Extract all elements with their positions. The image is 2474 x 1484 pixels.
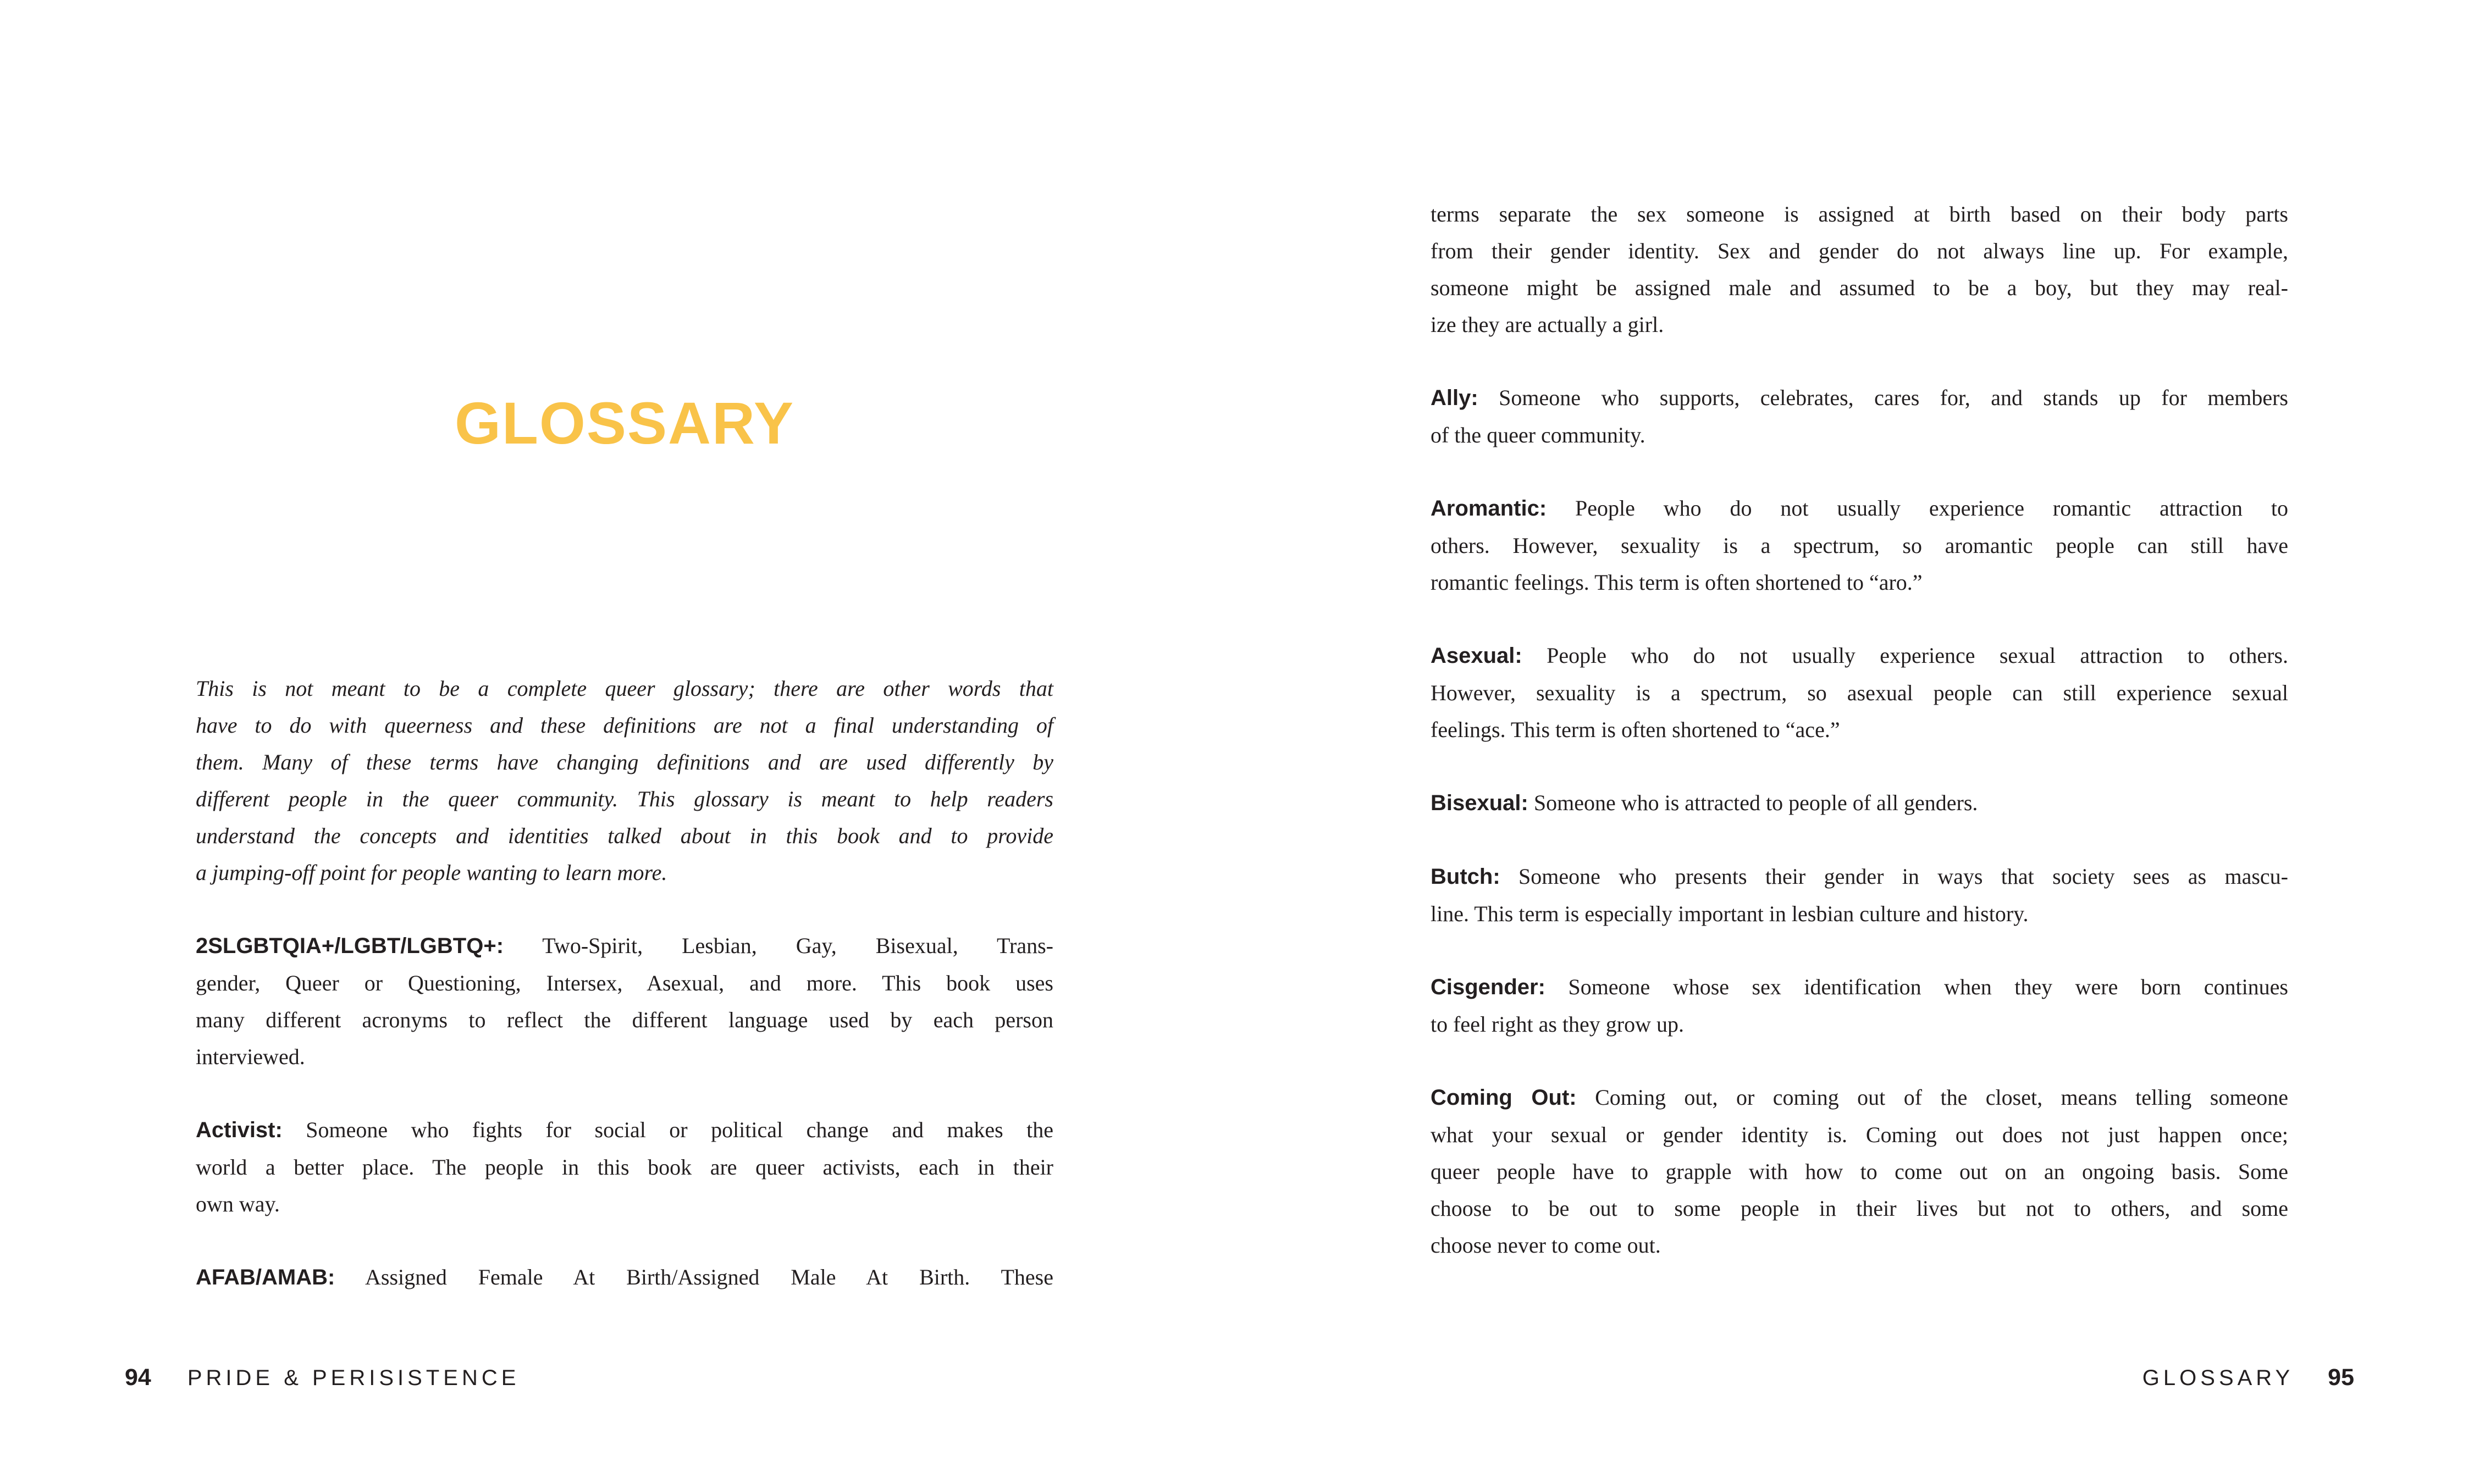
text-line: understand the concepts and identities talked about in this book and to provide bbox=[196, 823, 1053, 848]
text-line: However, sexuality is a spectrum, so asexual people can still experience sexual bbox=[1431, 680, 2288, 705]
text-line: many different acronyms to reflect the different language used by each person bbox=[196, 1007, 1053, 1032]
text-line: what your sexual or gender identity is. Coming out does not just happen once; bbox=[1431, 1122, 2288, 1147]
left-page-text-column bbox=[196, 670, 1053, 1332]
text-line: queer people have to grapple with how to come out on an ongoing basis. Some bbox=[1431, 1159, 2288, 1184]
page-number-left: 94 bbox=[125, 1364, 151, 1391]
text-line: Asexual: People who do not usually experience sexual attraction to others. bbox=[1431, 643, 2288, 668]
entry-bisexual bbox=[1431, 784, 2288, 822]
entry-coming-out bbox=[1431, 1079, 2288, 1264]
entry-term: Activist: bbox=[196, 1118, 283, 1142]
entry-term: Butch: bbox=[1431, 865, 1500, 889]
text-line: from their gender identity. Sex and gender do not always line up. For example, bbox=[1431, 239, 2288, 263]
afab-amab-continuation bbox=[1431, 196, 2288, 343]
footer-right bbox=[1431, 1364, 2354, 1391]
text-line: someone might be assigned male and assumed to be a boy, but they may real- bbox=[1431, 275, 2288, 300]
text-line: 2SLGBTQIA+/LGBT/LGBTQ+: Two-Spirit, Lesbian, Gay, Bisexual, Trans- bbox=[196, 933, 1053, 958]
entry-term: 2SLGBTQIA+/LGBT/LGBTQ+: bbox=[196, 934, 504, 958]
footer-left bbox=[125, 1364, 520, 1391]
entry-term: Aromantic: bbox=[1431, 496, 1547, 520]
entry-term: Ally: bbox=[1431, 386, 1478, 410]
entry-term: Asexual: bbox=[1431, 644, 1522, 668]
text-line: Cisgender: Someone whose sex identification when they were born continues bbox=[1431, 974, 2288, 999]
text-line: them. Many of these terms have changing definitions and are used differently by bbox=[196, 750, 1053, 774]
entry-2slgbtqia bbox=[196, 927, 1053, 1075]
text-line: choose to be out to some people in their lives but not to others, and some bbox=[1431, 1196, 2288, 1221]
text-line: line. This term is especially important in lesbian culture and history. bbox=[1431, 901, 2029, 926]
text-line: Butch: Someone who presents their gender in ways that society sees as mascu- bbox=[1431, 864, 2288, 889]
section-running-head: GLOSSARY bbox=[2142, 1366, 2294, 1390]
text-line: of the queer community. bbox=[1431, 423, 1645, 447]
text-line: AFAB/AMAB: Assigned Female At Birth/Assigned Male At Birth. These bbox=[196, 1265, 1053, 1289]
entry-butch bbox=[1431, 858, 2288, 932]
entry-term: Coming Out: bbox=[1431, 1086, 1577, 1110]
text-line: Aromantic: People who do not usually experience romantic attraction to bbox=[1431, 496, 2288, 520]
entry-activist bbox=[196, 1111, 1053, 1222]
entry-afab-amab bbox=[196, 1259, 1053, 1296]
text-line: Coming Out: Coming out, or coming out of the closet, means telling someone bbox=[1431, 1085, 2288, 1110]
entry-aromantic bbox=[1431, 490, 2288, 601]
entry-ally bbox=[1431, 379, 2288, 453]
text-line: Activist: Someone who fights for social or political change and makes the bbox=[196, 1117, 1053, 1142]
entry-cisgender bbox=[1431, 968, 2288, 1043]
text-line: interviewed. bbox=[196, 1044, 305, 1069]
text-line: a jumping-off point for people wanting to learn more. bbox=[196, 860, 667, 885]
text-line: Bisexual: Someone who is attracted to people of all genders. bbox=[1431, 790, 1978, 815]
entry-term: AFAB/AMAB: bbox=[196, 1265, 335, 1289]
right-page-text-column bbox=[1431, 196, 2288, 1300]
text-line: ize they are actually a girl. bbox=[1431, 312, 1664, 337]
text-line: feelings. This term is often shortened to “ace.” bbox=[1431, 717, 1840, 742]
page-number-right: 95 bbox=[2328, 1364, 2354, 1391]
intro-paragraph bbox=[196, 670, 1053, 891]
text-line: terms separate the sex someone is assigned at birth based on their body parts bbox=[1431, 202, 2288, 226]
page-title: GLOSSARY bbox=[454, 390, 795, 456]
entry-term: Bisexual: bbox=[1431, 791, 1528, 815]
text-line: different people in the queer community. This glossary is meant to help readers bbox=[196, 787, 1053, 811]
text-line: This is not meant to be a complete queer glossary; there are other words that bbox=[196, 676, 1053, 701]
entry-term: Cisgender: bbox=[1431, 975, 1545, 999]
text-line: own way. bbox=[196, 1192, 280, 1216]
text-line: gender, Queer or Questioning, Intersex, Asexual, and more. This book uses bbox=[196, 971, 1053, 995]
text-line: choose never to come out. bbox=[1431, 1233, 1661, 1258]
text-line: have to do with queerness and these definitions are not a final understanding of bbox=[196, 713, 1053, 738]
entry-asexual bbox=[1431, 637, 2288, 748]
text-line: others. However, sexuality is a spectrum, so aromantic people can still have bbox=[1431, 533, 2288, 558]
text-line: to feel right as they grow up. bbox=[1431, 1012, 1684, 1037]
book-title-running-head: PRIDE & PERISISTENCE bbox=[187, 1366, 520, 1390]
text-line: world a better place. The people in this book are queer activists, each in their bbox=[196, 1155, 1053, 1180]
text-line: Ally: Someone who supports, celebrates, cares for, and stands up for members bbox=[1431, 385, 2288, 410]
text-line: romantic feelings. This term is often shortened to “aro.” bbox=[1431, 570, 1923, 595]
